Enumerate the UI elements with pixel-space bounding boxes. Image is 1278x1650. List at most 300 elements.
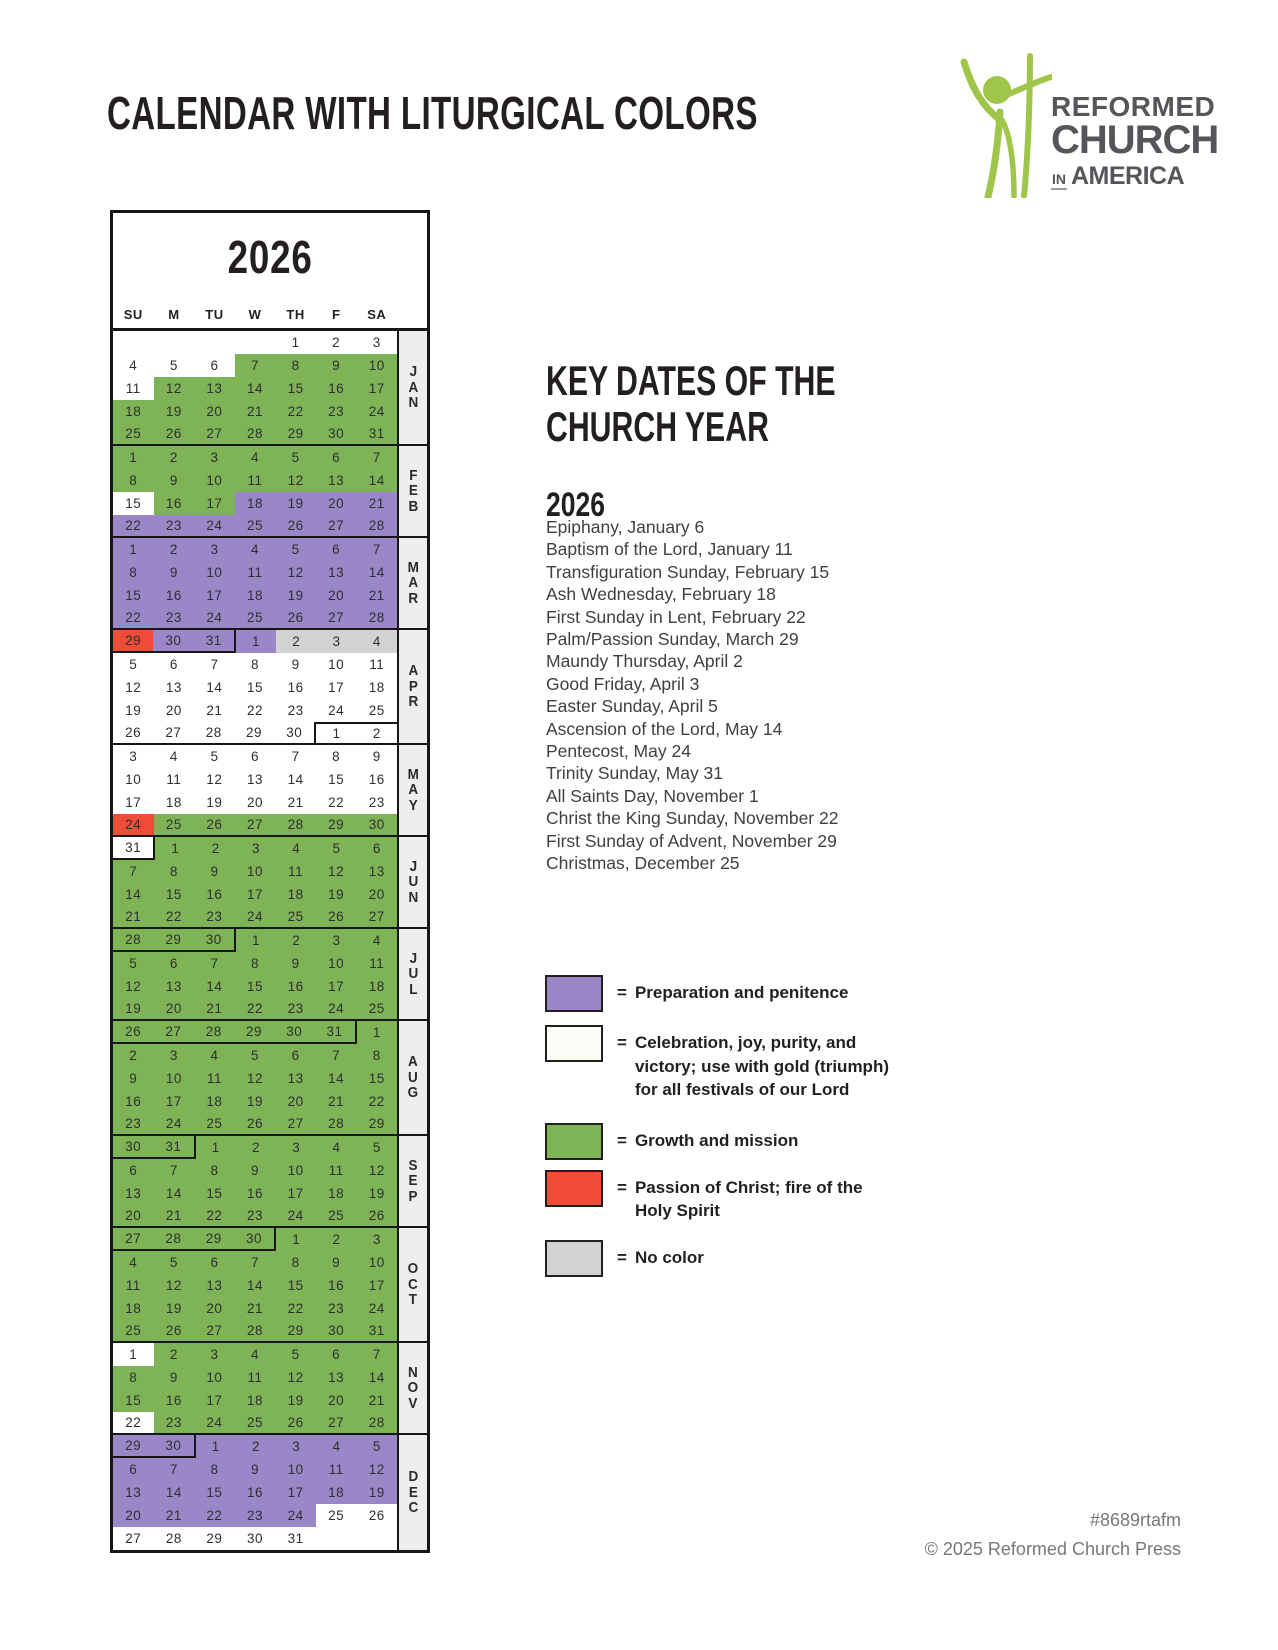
day-cell: 7: [194, 653, 235, 676]
day-cell: 17: [194, 1389, 235, 1412]
day-header-su: SU: [123, 307, 143, 322]
calendar-week-row: [113, 1090, 397, 1113]
key-date-item: Christmas, December 25: [546, 853, 740, 874]
day-cell: 26: [316, 906, 357, 927]
calendar-week-row: [113, 469, 397, 492]
legend-label: = Celebration, joy, purity, and victory; use with gold (triumph) for all festivals of our Lord: [617, 1025, 889, 1102]
day-cell: 24: [194, 607, 235, 628]
day-cell: 28: [356, 515, 397, 536]
calendar-week-row: [113, 929, 397, 952]
day-cell: 22: [275, 400, 316, 423]
day-cell: 16: [275, 676, 316, 699]
day-cell: 17: [194, 584, 235, 607]
day-cell: 26: [154, 423, 195, 444]
day-cell: 29: [113, 630, 153, 653]
calendar-week-row: [113, 952, 397, 975]
day-cell: 25: [194, 1113, 235, 1134]
day-cell: 6: [154, 952, 195, 975]
day-cell: 20: [113, 1205, 154, 1226]
day-cell: 10: [316, 952, 357, 975]
calendar-week-row: [113, 791, 397, 814]
day-cell: 4: [357, 630, 397, 653]
calendar-week-row: [113, 1113, 397, 1136]
day-cell: 15: [235, 676, 276, 699]
day-cell: 3: [236, 837, 276, 860]
day-cell: 28: [316, 1113, 357, 1134]
day-cell: 16: [316, 1274, 357, 1297]
day-cell: 24: [235, 906, 276, 927]
day-of-week-header: [113, 301, 427, 331]
day-cell: 7: [356, 446, 397, 469]
day-cell: 11: [113, 377, 154, 400]
day-cell: 22: [356, 1090, 397, 1113]
key-date-item: Transfiguration Sunday, February 15: [546, 561, 830, 582]
day-cell: 26: [275, 515, 316, 536]
day-cell: 20: [194, 400, 235, 423]
month-label-dec: D E C: [408, 1468, 418, 1517]
day-cell: 9: [154, 1366, 195, 1389]
day-cell: 22: [113, 607, 154, 628]
day-cell: 14: [154, 1481, 195, 1504]
month-label-may: M A Y: [399, 745, 427, 837]
key-date-item: First Sunday in Lent, February 22: [546, 606, 806, 627]
day-cell: 17: [356, 377, 397, 400]
day-cell: 4: [316, 1435, 356, 1458]
calendar-grid: [113, 331, 427, 1550]
day-cell: 29: [194, 1527, 235, 1550]
footer-copyright: © 2025 Reformed Church Press: [924, 1539, 1181, 1559]
day-cell: 12: [356, 1458, 397, 1481]
calendar-week-row: [113, 1435, 397, 1458]
day-cell: 7: [356, 538, 397, 561]
day-cell: 17: [275, 1182, 316, 1205]
day-cell: 17: [113, 791, 154, 814]
day-cell: 27: [194, 423, 235, 444]
empty-cell: [356, 1527, 397, 1550]
day-cell: 11: [235, 561, 276, 584]
day-cell: 7: [356, 1343, 397, 1366]
day-cell: 19: [113, 998, 154, 1019]
month-label-column: [397, 331, 427, 1550]
day-cell: 1: [113, 538, 154, 561]
day-cell: 22: [275, 1297, 316, 1320]
day-cell: 16: [275, 975, 316, 998]
day-cell: 11: [316, 1458, 357, 1481]
day-cell: 29: [316, 814, 357, 835]
day-cell: 15: [194, 1182, 235, 1205]
day-cell: 1: [155, 837, 195, 860]
day-cell: 12: [235, 1067, 276, 1090]
day-cell: 9: [235, 1458, 276, 1481]
day-cell: 27: [316, 1412, 357, 1433]
day-cell: 10: [194, 469, 235, 492]
key-date-item: Ascension of the Lord, May 14: [546, 718, 783, 739]
day-cell: 4: [276, 837, 316, 860]
calendar-week-row: [113, 1274, 397, 1297]
day-cell: 23: [275, 699, 316, 722]
day-cell: 15: [235, 975, 276, 998]
key-date-item: Baptism of the Lord, January 11: [546, 539, 793, 560]
day-cell: 2: [316, 1228, 356, 1251]
calendar-week-row: [113, 699, 397, 722]
day-cell: 10: [316, 653, 357, 676]
day-cell: 30: [234, 1228, 276, 1251]
day-cell: 3: [316, 630, 356, 653]
day-cell: 14: [356, 1366, 397, 1389]
day-cell: 2: [113, 1044, 154, 1067]
day-cell: 27: [153, 1021, 193, 1044]
calendar-week-row: [113, 906, 397, 929]
day-cell: 1: [236, 929, 276, 952]
day-cell: 21: [275, 791, 316, 814]
day-cell: 3: [194, 538, 235, 561]
day-cell: 18: [275, 883, 316, 906]
day-cell: 19: [235, 1090, 276, 1113]
day-cell: 10: [113, 768, 154, 791]
day-cell: 3: [113, 745, 154, 768]
day-cell: 23: [154, 515, 195, 536]
day-cell: 17: [316, 676, 357, 699]
calendar-week-row: [113, 1481, 397, 1504]
day-cell: 14: [154, 1182, 195, 1205]
day-header-f: F: [331, 307, 341, 322]
calendar-week-row: [113, 837, 397, 860]
legend-swatch-green: [545, 1123, 603, 1160]
day-cell: 15: [113, 492, 154, 515]
day-cell: 4: [316, 1136, 356, 1159]
legend-label: = Growth and mission: [617, 1123, 798, 1153]
day-cell: 12: [194, 768, 235, 791]
day-cell: 31: [113, 837, 155, 860]
day-cell: 13: [113, 1182, 154, 1205]
day-cell: 13: [235, 768, 276, 791]
equals-sign: =: [617, 1033, 627, 1052]
day-cell: 13: [316, 1366, 357, 1389]
day-cell: 9: [275, 952, 316, 975]
rca-logo: [952, 50, 1219, 198]
day-cell: 8: [275, 354, 316, 377]
day-cell: 9: [113, 1067, 154, 1090]
day-cell: 16: [154, 492, 195, 515]
rca-logo-cross-figure-icon: [952, 50, 1052, 198]
day-cell: 4: [113, 354, 154, 377]
day-cell: 31: [356, 423, 397, 444]
calendar-week-row: [113, 860, 397, 883]
day-cell: 13: [275, 1067, 316, 1090]
day-cell: 11: [275, 860, 316, 883]
day-cell: 8: [194, 1458, 235, 1481]
day-cell: 2: [316, 331, 357, 354]
legend-item-purple: [545, 975, 1025, 1012]
day-cell: 2: [196, 837, 236, 860]
day-cell: 28: [194, 722, 234, 743]
day-cell: 19: [194, 791, 235, 814]
day-cell: 16: [113, 1090, 154, 1113]
day-cell: 4: [194, 1044, 235, 1067]
day-cell: 14: [316, 1067, 357, 1090]
day-cell: 24: [194, 515, 235, 536]
calendar-week-row: [113, 653, 397, 676]
day-cell: 26: [275, 1412, 316, 1433]
day-cell: 17: [275, 1481, 316, 1504]
day-cell: 24: [316, 998, 357, 1019]
day-cell: 30: [274, 722, 316, 743]
liturgical-color-legend: [545, 975, 1025, 1277]
day-cell: 16: [154, 1389, 195, 1412]
day-cell: 10: [194, 561, 235, 584]
calendar-week-row: [113, 1228, 397, 1251]
month-label-apr: A P R: [399, 630, 427, 745]
day-cell: 31: [314, 1021, 356, 1044]
day-cell: 13: [316, 469, 357, 492]
month-label-sep: S E P: [399, 1136, 427, 1228]
day-cell: 3: [194, 446, 235, 469]
day-cell: 21: [356, 584, 397, 607]
page-title: CALENDAR WITH LITURGICAL COLORS: [107, 87, 758, 139]
day-cell: 20: [113, 1504, 154, 1527]
day-cell: 8: [154, 860, 195, 883]
day-cell: 25: [113, 423, 154, 444]
day-cell: 14: [113, 883, 154, 906]
day-cell: 6: [235, 745, 276, 768]
key-date-item: All Saints Day, November 1: [546, 785, 759, 806]
day-cell: 1: [275, 331, 316, 354]
day-cell: 13: [154, 676, 195, 699]
day-cell: 2: [276, 630, 316, 653]
day-cell: 28: [153, 1228, 193, 1251]
day-header-m: M: [168, 307, 180, 322]
day-cell: 27: [235, 814, 276, 835]
day-cell: 6: [194, 354, 235, 377]
month-label-mar: M A R: [399, 538, 427, 630]
day-cell: 15: [275, 1274, 316, 1297]
day-cell: 8: [316, 745, 357, 768]
day-cell: 18: [113, 400, 154, 423]
calendar-week-row: [113, 423, 397, 446]
day-cell: 6: [316, 446, 357, 469]
calendar-week-row: [113, 1412, 397, 1435]
day-cell: 25: [235, 1412, 276, 1433]
calendar-week-row: [113, 722, 397, 745]
day-cell: 5: [113, 952, 154, 975]
day-cell: 11: [194, 1067, 235, 1090]
logo-word-america: AMERICA: [1071, 162, 1185, 190]
day-cell: 19: [275, 1389, 316, 1412]
day-cell: 28: [194, 1021, 234, 1044]
day-cell: 7: [235, 354, 276, 377]
day-cell: 3: [357, 1228, 397, 1251]
day-cell: 8: [113, 1366, 154, 1389]
day-cell: 29: [113, 1435, 153, 1458]
equals-sign: =: [617, 1177, 627, 1197]
calendar-week-row: [113, 354, 397, 377]
day-cell: 30: [194, 929, 236, 952]
day-cell: 12: [113, 676, 154, 699]
day-cell: 30: [235, 1527, 276, 1550]
day-cell: 7: [275, 745, 316, 768]
logo-word-in: IN: [1051, 171, 1067, 190]
day-cell: 13: [113, 1481, 154, 1504]
day-cell: 25: [316, 1205, 357, 1226]
day-cell: 26: [154, 1320, 195, 1341]
day-cell: 20: [316, 584, 357, 607]
day-cell: 20: [235, 791, 276, 814]
day-cell: 18: [316, 1182, 357, 1205]
day-cell: 15: [356, 1067, 397, 1090]
day-cell: 23: [275, 998, 316, 1019]
empty-cell: [154, 331, 195, 354]
day-cell: 27: [153, 722, 193, 743]
calendar-week-row: [113, 1067, 397, 1090]
day-cell: 15: [154, 883, 195, 906]
day-cell: 15: [275, 377, 316, 400]
calendar-week-row: [113, 1021, 397, 1044]
day-cell: 30: [316, 423, 357, 444]
day-cell: 27: [194, 1320, 235, 1341]
calendar-week-row: [113, 1251, 397, 1274]
day-cell: 29: [275, 423, 316, 444]
day-cell: 26: [275, 607, 316, 628]
day-cell: 27: [316, 515, 357, 536]
day-cell: 15: [194, 1481, 235, 1504]
day-cell: 26: [356, 1205, 397, 1226]
day-cell: 23: [194, 906, 235, 927]
day-cell: 14: [194, 676, 235, 699]
equals-sign: =: [617, 983, 627, 1002]
day-cell: 13: [316, 561, 357, 584]
month-label-jun: J U N: [399, 837, 427, 929]
day-cell: 19: [316, 883, 357, 906]
day-cell: 2: [154, 446, 195, 469]
key-dates-list: [546, 516, 838, 875]
day-cell: 19: [275, 584, 316, 607]
key-date-item: Pentecost, May 24: [546, 741, 691, 762]
day-cell: 19: [275, 492, 316, 515]
calendar-week-row: [113, 1205, 397, 1228]
empty-cell: [316, 1527, 357, 1550]
day-cell: 28: [356, 607, 397, 628]
day-cell: 5: [357, 1435, 397, 1458]
day-cell: 15: [113, 1389, 154, 1412]
day-header-sa: SA: [367, 307, 387, 322]
day-cell: 18: [235, 492, 276, 515]
day-cell: 3: [356, 331, 397, 354]
day-cell: 6: [113, 1159, 154, 1182]
day-cell: 24: [194, 1412, 235, 1433]
month-label-feb: F E B: [399, 446, 427, 538]
calendar-week-row: [113, 975, 397, 998]
logo-word-church: CHURCH: [1051, 118, 1219, 162]
day-cell: 28: [235, 1320, 276, 1341]
day-cell: 18: [154, 791, 195, 814]
day-cell: 11: [154, 768, 195, 791]
key-date-item: Palm/Passion Sunday, March 29: [546, 629, 799, 650]
day-cell: 6: [194, 1251, 235, 1274]
day-cell: 10: [154, 1067, 195, 1090]
day-header-th: TH: [286, 307, 305, 322]
key-date-item: Epiphany, January 6: [546, 517, 705, 537]
legend-label: = No color: [617, 1240, 704, 1270]
day-cell: 7: [113, 860, 154, 883]
calendar-week-row: [113, 584, 397, 607]
day-cell: 18: [235, 1389, 276, 1412]
day-cell: 13: [194, 1274, 235, 1297]
day-cell: 12: [113, 975, 154, 998]
calendar-week-row: [113, 676, 397, 699]
key-date-item: Maundy Thursday, April 2: [546, 651, 743, 672]
day-cell: 23: [316, 400, 357, 423]
calendar-week-row: [113, 1182, 397, 1205]
day-cell: 23: [235, 1504, 276, 1527]
day-cell: 30: [153, 1435, 195, 1458]
day-cell: 4: [235, 446, 276, 469]
day-cell: 21: [194, 699, 235, 722]
day-cell: 25: [113, 1320, 154, 1341]
day-cell: 10: [194, 1366, 235, 1389]
day-cell: 1: [196, 1136, 236, 1159]
day-cell: 5: [275, 446, 316, 469]
day-cell: 23: [154, 607, 195, 628]
key-date-item: Trinity Sunday, May 31: [546, 763, 724, 784]
day-cell: 19: [154, 1297, 195, 1320]
day-cell: 18: [356, 975, 397, 998]
day-cell: 12: [275, 561, 316, 584]
day-cell: 21: [356, 1389, 397, 1412]
day-cell: 5: [275, 1343, 316, 1366]
day-cell: 10: [275, 1458, 316, 1481]
key-date-item: Good Friday, April 3: [546, 673, 700, 694]
key-date-item: First Sunday of Advent, November 29: [546, 830, 837, 851]
day-cell: 8: [113, 561, 154, 584]
day-header-tu: TU: [205, 307, 224, 322]
day-cell: 9: [154, 561, 195, 584]
day-cell: 25: [154, 814, 195, 835]
day-cell: 17: [235, 883, 276, 906]
day-cell: 5: [316, 837, 356, 860]
day-cell: 16: [356, 768, 397, 791]
footer-code: #8689rtafm: [1089, 1510, 1181, 1530]
liturgical-calendar: [110, 210, 430, 1553]
calendar-year: 2026: [227, 231, 313, 283]
day-cell: 2: [276, 929, 316, 952]
calendar-week-row: [113, 515, 397, 538]
day-cell: 21: [235, 400, 276, 423]
key-dates-heading: KEY DATES OF THE CHURCH YEAR: [546, 357, 836, 450]
day-cell: 15: [316, 768, 357, 791]
month-label-nov: N O V: [399, 1343, 427, 1435]
day-cell: 25: [356, 699, 397, 722]
day-cell: 29: [356, 1113, 397, 1134]
legend-item-gray: [545, 1240, 1025, 1277]
day-cell: 19: [356, 1182, 397, 1205]
day-cell: 17: [316, 975, 357, 998]
day-cell: 23: [316, 1297, 357, 1320]
day-cell: 11: [356, 952, 397, 975]
day-cell: 14: [356, 469, 397, 492]
day-cell: 10: [235, 860, 276, 883]
calendar-week-row: [113, 1044, 397, 1067]
month-label-jan: J A N: [399, 331, 427, 446]
calendar-week-row: [113, 377, 397, 400]
day-cell: 21: [154, 1504, 195, 1527]
legend-item-green: [545, 1123, 1025, 1160]
calendar-week-row: [113, 1389, 397, 1412]
day-cell: 29: [234, 722, 274, 743]
calendar-week-row: [113, 1504, 397, 1527]
rca-logo-wordmark: [1051, 92, 1218, 191]
legend-item-white: [545, 1025, 1025, 1102]
month-label-jul: J U L: [399, 929, 427, 1021]
